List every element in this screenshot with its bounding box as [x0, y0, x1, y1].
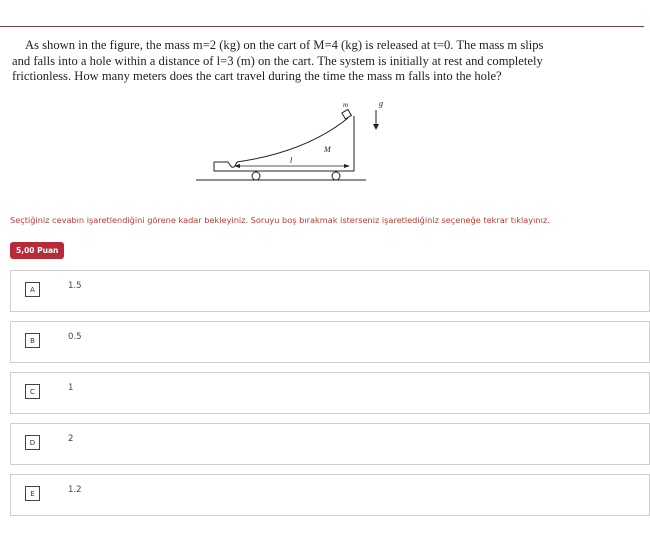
gravity-arrow-head [373, 124, 379, 130]
wheel-right [332, 172, 340, 180]
question-line-3: frictionless. How many meters does the cart travel during the time the mass m falls into the hole? [12, 69, 502, 83]
answer-options [10, 270, 650, 525]
question-line-1: As shown in the figure, the mass m=2 (kg) on the cart of M=4 (kg) is released at t=0. The mass m slips [25, 38, 544, 52]
option-d-value: 2 [68, 434, 74, 444]
option-d-letter[interactable]: D [25, 435, 40, 450]
cart-label: M [324, 145, 331, 154]
option-c[interactable] [10, 372, 650, 414]
option-e-letter[interactable]: E [25, 486, 40, 501]
gravity-label: g [379, 99, 383, 108]
question-text [12, 38, 572, 85]
mass-block [342, 109, 352, 119]
distance-label: l [290, 156, 293, 165]
option-c-value: 1 [68, 383, 74, 393]
option-b[interactable] [10, 321, 650, 363]
option-e-value: 1.2 [68, 485, 82, 495]
option-d[interactable] [10, 423, 650, 465]
points-badge: 5,00 Puan [10, 242, 64, 259]
cart-body [214, 116, 354, 171]
option-a[interactable] [10, 270, 650, 312]
distance-arrow-left-head [234, 164, 240, 168]
option-a-value: 1.5 [68, 281, 82, 291]
answer-instruction: Seçtiğiniz cevabın işaretlendiğini görene kadar bekleyiniz. Soruyu boş bırakmak isterseniz işaretlediğiniz seçeneğe tekrar tıklayınız. [10, 215, 550, 225]
distance-arrow-right-head [344, 164, 350, 168]
top-divider [0, 26, 644, 27]
wheel-left [252, 172, 260, 180]
slope-curve [237, 118, 348, 162]
option-b-value: 0.5 [68, 332, 82, 342]
option-e[interactable] [10, 474, 650, 516]
mass-label: m [343, 101, 349, 109]
option-a-letter[interactable]: A [25, 282, 40, 297]
option-b-letter[interactable]: B [25, 333, 40, 348]
hole [214, 162, 237, 167]
question-line-2: and falls into a hole within a distance of l=3 (m) on the cart. The system is initially at rest and completely [12, 53, 543, 68]
cart-figure [196, 96, 383, 188]
option-c-letter[interactable]: C [25, 384, 40, 399]
